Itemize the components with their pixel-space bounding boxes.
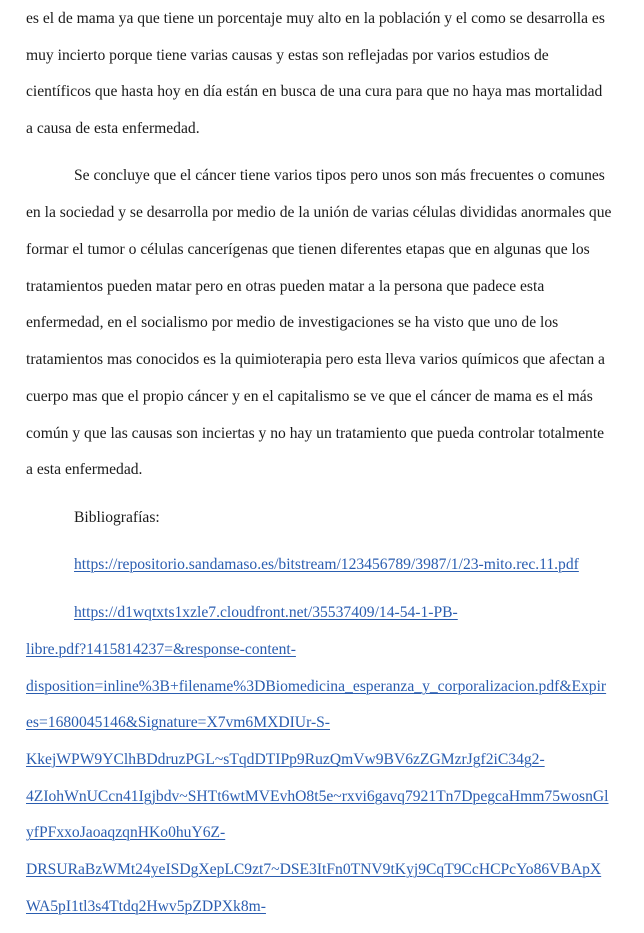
paragraph-1-line: científicos que hasta hoy en día están en busca de una cura para que no haya mas mortalidad — [26, 83, 603, 100]
bibliography-link-2-line[interactable]: https://d1wqtxts1xzle7.cloudfront.net/35537409/14-54-1-PB- — [74, 604, 458, 621]
paragraph-1-line: muy incierto porque tiene varias causas y estas son reflejadas por varios estudios de — [26, 47, 549, 64]
paragraph-1-line: a causa de esta enfermedad. — [26, 120, 200, 137]
bibliography-link-2-line[interactable]: disposition=inline%3B+filename%3DBiomedicina_esperanza_y_corporalizacion.pdf&Expir — [26, 678, 607, 695]
paragraph-2-line: tratamientos mas conocidos es la quimioterapia pero esta lleva varios químicos que afectan a — [26, 351, 605, 368]
bibliography-link-1[interactable]: https://repositorio.sandamaso.es/bitstream/123456789/3987/1/23-mito.rec.11.pdf — [74, 556, 579, 573]
paragraph-2-line: en la sociedad y se desarrolla por medio de la unión de varias células divididas anormales que — [26, 204, 612, 221]
paragraph-2-line: cuerpo mas que el propio cáncer y en el capitalismo se ve que el cáncer de mama es el más — [26, 388, 593, 405]
bibliography-link-2-line[interactable]: DRSURaBzWMt24yeISDgXepLC9zt7~DSE3ItFn0TNV9tKyj9CqT9CcHCPcYo86VBApX — [26, 861, 602, 878]
paragraph-2-line: a esta enfermedad. — [26, 461, 143, 478]
paragraph-2-line: común y que las causas son inciertas y no hay un tratamiento que pueda controlar totalmente — [26, 425, 605, 442]
bibliography-link-2-line[interactable]: KkejWPW9YClhBDdruzPGL~sTqdDTIPp9RuzQmVw9BV6zZGMzrJgf2iC34g2- — [26, 751, 545, 768]
paragraph-2-line: tratamientos pueden matar pero en otras pueden matar a la persona que padece esta — [26, 278, 545, 295]
bibliography-link-2-line[interactable]: 4ZIohWnUCcn41Igjbdv~SHTt6wtMVEvhO8t5e~rxvi6gavq7921Tn7DpegcaHmm75wosnGl — [26, 788, 609, 805]
paragraph-2-line: formar el tumor o células cancerígenas que tienen diferentes etapas que en algunas que los — [26, 241, 590, 258]
bibliography-heading: Bibliografías: — [74, 509, 160, 526]
bibliography-link-2-line[interactable]: WA5pI1tl3s4Ttdq2Hwv5pZDPXk8m- — [26, 898, 266, 915]
paragraph-2-line: Se concluye que el cáncer tiene varios tipos pero unos son más frecuentes o comunes — [74, 167, 605, 184]
bibliography-link-2-line[interactable]: libre.pdf?1415814237=&response-content- — [26, 641, 296, 658]
paragraph-1-line: es el de mama ya que tiene un porcentaje muy alto en la población y el como se desarrolla es — [26, 10, 605, 27]
bibliography-link-2-line[interactable]: yfPFxxoJaoaqzqnHKo0huY6Z- — [26, 824, 226, 841]
bibliography-link-2-line[interactable]: es=1680045146&Signature=X7vm6MXDIUr-S- — [26, 714, 331, 731]
paragraph-2-line: enfermedad, en el socialismo por medio de investigaciones se ha visto que uno de los — [26, 314, 559, 331]
